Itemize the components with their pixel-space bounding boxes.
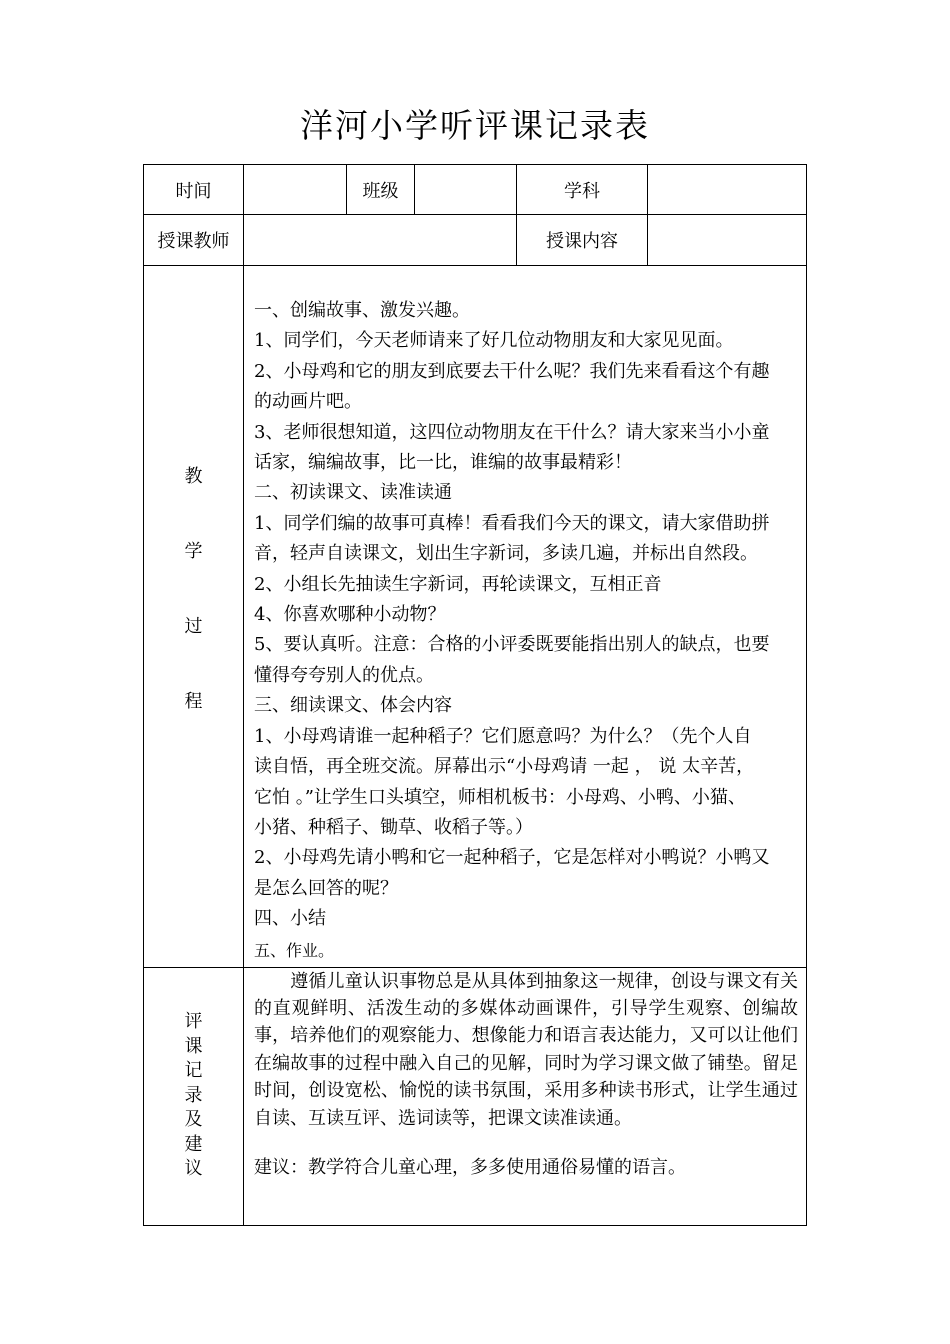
process-label-char: 过 [184,616,203,638]
evaluation-label-char: 建 [184,1133,203,1155]
process-line: 2、小母鸡先请小鸭和它一起种稻子，它是怎样对小鸭说？小鸭又 [254,847,770,869]
evaluation-row [144,967,807,1225]
process-line: 它怕 。”让学生口头填空，师相机板书：小母鸡、小鸭、小猫、 [254,786,746,808]
evaluation-label-char: 议 [184,1158,203,1180]
teacher-label: 授课教师 [144,215,244,266]
evaluation-content [244,967,807,1225]
process-line: 话家，编编故事，比一比，谁编的故事最精彩！ [254,452,632,474]
process-line: 懂得夸夸别人的优点。 [254,664,434,686]
process-label-char: 学 [184,541,203,563]
process-line: 1、小母鸡请谁一起种稻子？它们愿意吗？为什么？（先个人自 [254,725,752,747]
process-label-cell [144,266,244,968]
process-line: 一、创编故事、激发兴趣。 [254,300,470,321]
evaluation-label-char: 课 [184,1035,203,1057]
content-label: 授课内容 [517,215,648,266]
teacher-field[interactable] [244,215,517,266]
process-line: 1、同学们，今天老师请来了好几位动物朋友和大家见见面。 [254,330,734,352]
subject-field[interactable] [648,165,807,215]
process-content [244,266,807,968]
class-label: 班级 [347,165,415,215]
process-row [144,266,807,968]
process-line: 3、老师很想知道，这四位动物朋友在干什么？请大家来当小小童 [254,421,770,443]
process-line: 的动画片吧。 [254,391,362,413]
process-line: 二、初读课文、读准读通 [254,482,452,504]
process-line: 2、小母鸡和它的朋友到底要去干什么呢？我们先来看看这个有趣 [254,360,770,382]
evaluation-label-char: 记 [184,1060,203,1082]
info-row-1 [144,165,807,215]
process-label-char: 教 [184,466,203,488]
process-line: 五、作业。 [254,940,335,960]
evaluation-label-char: 录 [184,1084,203,1106]
process-label-char: 程 [184,691,203,713]
process-line: 5、要认真听。注意：合格的小评委既要能指出别人的缺点，也要 [254,634,770,656]
process-line: 三、细读课文、体会内容 [254,695,452,717]
evaluation-label-char: 及 [184,1109,203,1131]
process-line: 音，轻声自读课文，划出生字新词，多读几遍，并标出自然段。 [254,543,758,565]
class-field[interactable] [415,165,517,215]
evaluation-paragraph: 遵循儿童认识事物总是从具体到抽象这一规律，创设与课文有关的直观鲜明、活泼生动的多媒体动画课件，引导学生观察、创编故事，培养他们的观察能力、想像能力和语言表达能力，又可以让他们在编故事的过程中融入自己的见解，同时为学习课文做了铺垫。留足时间，创设宽松、愉悦的读书氛围，采用多种读书形式，让学生通过自读、互读互评、选词读等，把课文读准读通。 [254,970,798,1129]
suggestion-text: 建议：教学符合儿童心理，多多使用通俗易懂的语言。 [254,1156,686,1178]
process-line: 小猪、种稻子、锄草、收稻子等。） [254,816,533,838]
process-line: 2、小组长先抽读生字新词，再轮读课文，互相正音 [254,573,662,595]
evaluation-label [144,1010,243,1182]
record-table [143,164,807,1226]
process-line: 4、你喜欢哪种小动物？ [254,604,446,626]
time-field[interactable] [244,165,347,215]
time-label: 时间 [144,165,244,215]
subject-label: 学科 [517,165,648,215]
process-line: 读自悟，再全班交流。屏幕出示“小母鸡请 一起 ， 说 太辛苦， [254,756,755,778]
process-label [144,466,243,766]
content-field[interactable] [648,215,807,266]
process-line: 1、同学们编的故事可真棒！看看我们今天的课文，请大家借助拼 [254,512,770,534]
process-line: 四、小结 [254,908,326,930]
evaluation-label-char: 评 [184,1011,203,1033]
info-row-2 [144,215,807,266]
process-line: 是怎么回答的呢？ [254,877,398,899]
page-title: 洋河小学听评课记录表 [300,106,650,145]
evaluation-label-cell [144,967,244,1225]
